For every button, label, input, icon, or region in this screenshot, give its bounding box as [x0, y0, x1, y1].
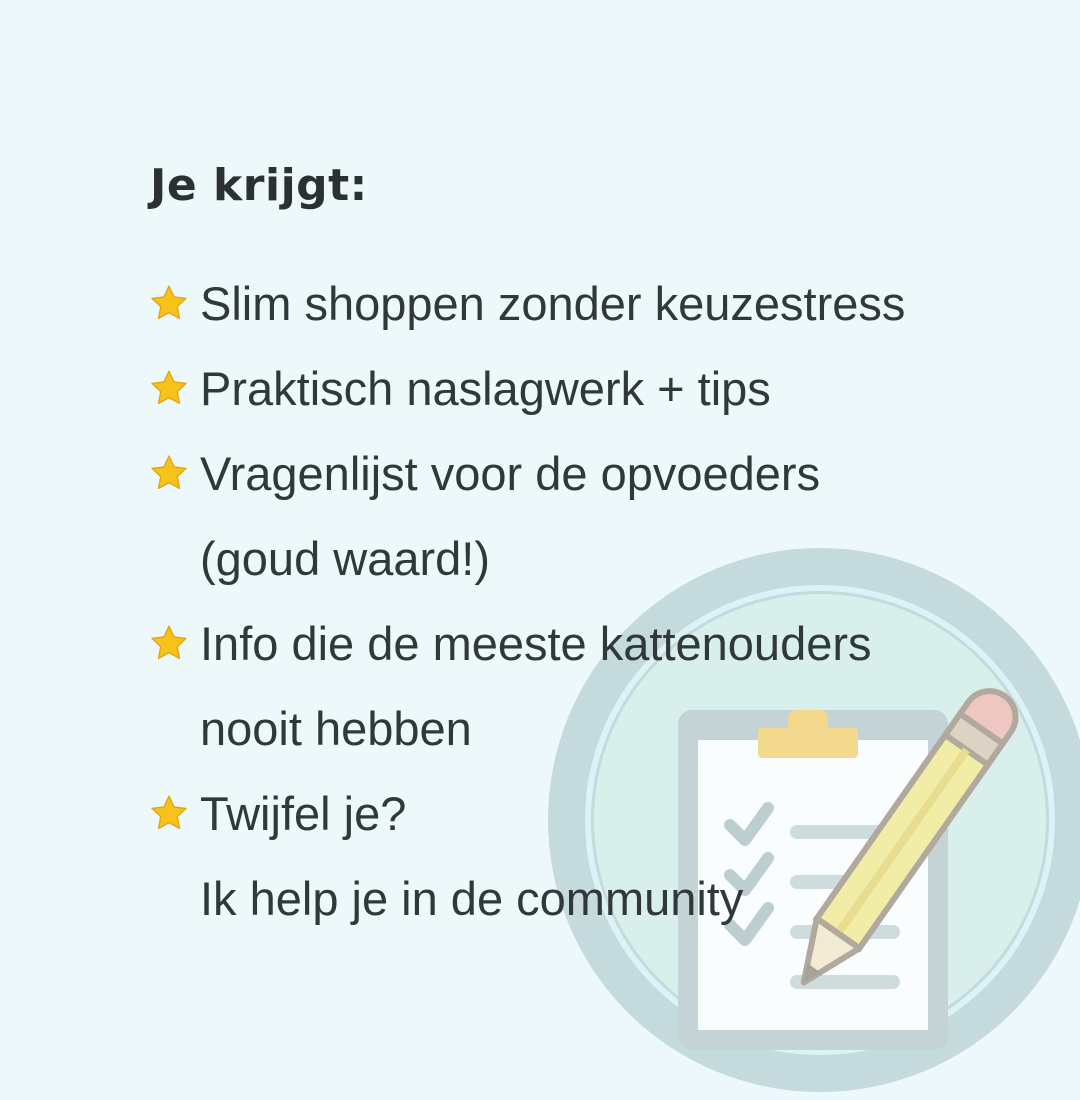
list-item	[148, 261, 1048, 346]
list-item-text: Praktisch naslagwerk + tips	[200, 362, 771, 415]
list-item-text: Info die de meeste kattenouders	[200, 617, 872, 670]
heading: Je krijgt:	[150, 160, 368, 211]
list-item-text: Twijfel je?	[200, 787, 407, 840]
benefits-list	[148, 261, 1048, 941]
list-item	[148, 771, 1048, 941]
star-icon	[148, 283, 190, 325]
list-item	[148, 346, 1048, 431]
star-icon	[148, 623, 190, 665]
star-icon	[148, 793, 190, 835]
list-item-text: (goud waard!)	[200, 532, 490, 585]
star-icon	[148, 368, 190, 410]
list-item-text: Slim shoppen zonder keuzestress	[200, 277, 906, 330]
list-item	[148, 431, 1048, 601]
list-item-text: Vragenlijst voor de opvoeders	[200, 447, 821, 500]
list-item-text: Ik help je in de community	[200, 872, 744, 925]
list-item-text: nooit hebben	[200, 702, 472, 755]
benefits-card	[148, 160, 1048, 941]
star-icon	[148, 453, 190, 495]
list-item	[148, 601, 1048, 771]
